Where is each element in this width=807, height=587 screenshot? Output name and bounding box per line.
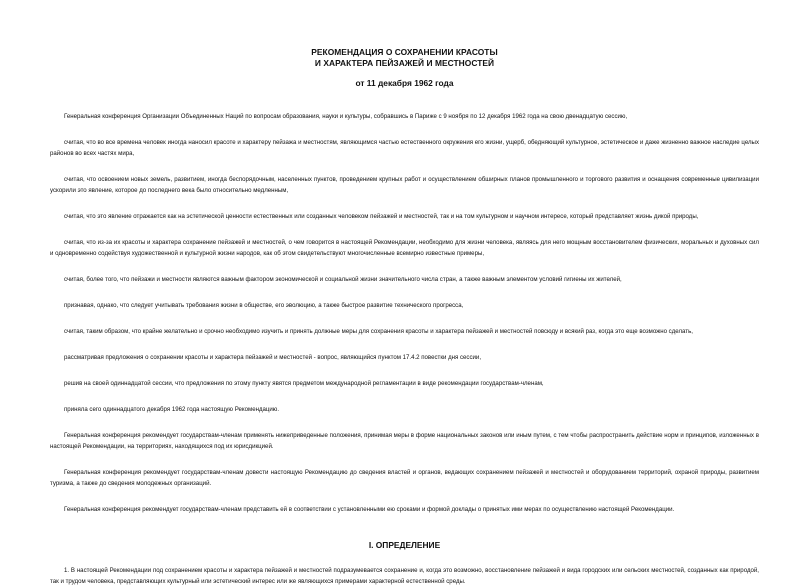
preamble-paragraph: рассматривая предложения о сохранении красоты и характера пейзажей и местностей - вопрос, являющийся пунктом 17.4.2 повестки дня сессии,	[64, 354, 482, 361]
preamble-paragraph: считая, что освоением новых земель, развитием, иногда беспорядочным, населенных пунктов, проведением крупных работ и осуществлением обширных планов промышленного и торгового развития и оснащения современные цивилизации ускорили это явление, которое до последнего века было относительно медленным,	[50, 176, 759, 194]
preamble-paragraph: Генеральная конференция рекомендует государствам-членам представить ей в соответствии с установленными ею сроками и формой доклады о принятых ими мерах по осуществлению настоящей Рекомендации.	[64, 506, 675, 513]
document-date: от 11 декабря 1962 года	[355, 78, 454, 88]
document-title-line-2: И ХАРАКТЕРА ПЕЙЗАЖЕЙ И МЕСТНОСТЕЙ	[314, 58, 495, 68]
preamble-paragraph: считая, более того, что пейзажи и местности являются важным фактором экономической и социальной жизни значительного числа стран, а также важным элементом условий гигиены их жителей,	[64, 276, 622, 283]
section-title-definition: I. ОПРЕДЕЛЕНИЕ	[368, 540, 441, 550]
preamble-paragraph: Генеральная конференция рекомендует государствам-членам применять нижеприведенные положения, принимая меры в форме национальных законов или иным путем, с тем чтобы распространить действие норм и принципов, изложенных в настоящей Рекомендации, на территориях, находящихся под их юрисдикцией.	[50, 432, 759, 450]
preamble-paragraph: считая, что из-за их красоты и характера сохранение пейзажей и местностей, о чем говорится в настоящей Рекомендации, необходимо для жизни человека, являясь для него мощным восстановителем физических, моральных и духовных сил и одновременно содействуя художественной и культурной жизни народов, как об этом свидетельствуют многочисленные всемирно известные примеры,	[50, 239, 759, 257]
preamble-paragraph: считая, что во все времена человек иногда наносил красоте и характеру пейзажа и местностям, являющимся частью естественного окружения его жизни, ущерб, обедняющий культурное, эстетическое и даже жизненно важное наследие целых районов во всех частях мира,	[50, 139, 759, 157]
section-paragraph: 1. В настоящей Рекомендации под сохранением красоты и характера пейзажей и местностей подразумевается сохранение и, когда это возможно, восстановление пейзажей и вида городских или сельских местностей, созданных как природой, так и трудом человека, представляющих культурный или эстетический интерес или же являющихся примерами характерной естественной среды.	[50, 567, 759, 585]
preamble-paragraph: Генеральная конференция Организации Объединенных Наций по вопросам образования, науки и культуры, собравшись в Париже с 9 ноября по 12 декабря 1962 года на свою двенадцатую сессию,	[64, 113, 628, 120]
preamble-paragraph: считая, что это явление отражается как на эстетической ценности естественных или созданных человеком пейзажей и местностей, так и на том культурном и научном интересе, который представляет жизнь дикой природы,	[64, 213, 699, 220]
preamble-paragraph: решив на своей одиннадцатой сессии, что предложения по этому пункту явятся предметом международной регламентации в виде рекомендации государствам-членам,	[64, 380, 544, 387]
preamble-paragraph: Генеральная конференция рекомендует государствам-членам довести настоящую Рекомендацию до сведения властей и органов, ведающих сохранением пейзажей и местностей и оборудованием территорий, охраной природы, развитием туризма, а также до сведения молодежных организаций.	[50, 469, 759, 487]
document-title-line-1: РЕКОМЕНДАЦИЯ О СОХРАНЕНИИ КРАСОТЫ	[311, 47, 498, 57]
preamble-paragraph: считая, таким образом, что крайне желательно и срочно необходимо изучить и принять должные меры для сохранения красоты и характера пейзажей и местностей повсюду и всякий раз, когда это еще возможно сделать,	[64, 328, 693, 335]
preamble-paragraph: приняла сего одиннадцатого декабря 1962 года настоящую Рекомендацию.	[64, 406, 280, 413]
preamble-paragraph: признавая, однако, что следует учитывать требования жизни в обществе, его эволюцию, а также быстрое развитие технического прогресса,	[64, 302, 464, 309]
